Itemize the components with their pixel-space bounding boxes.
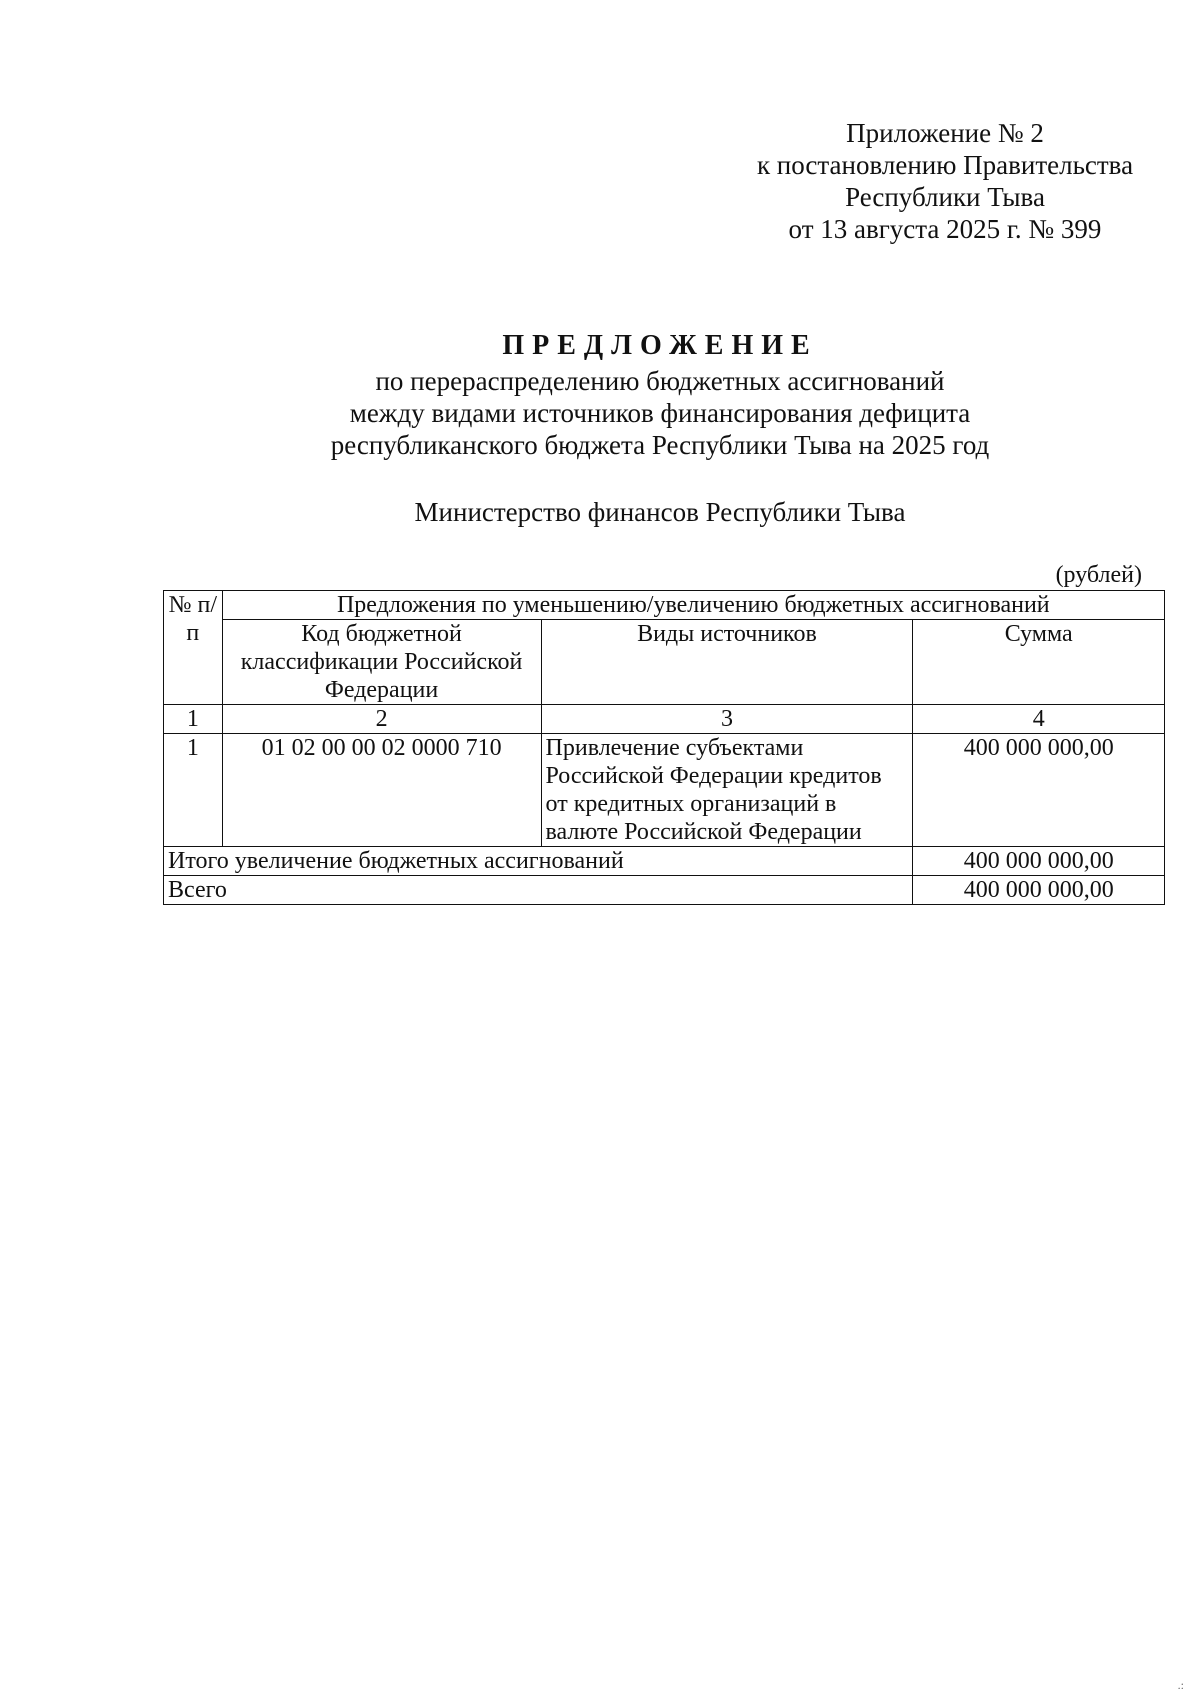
header-group: Предложения по уменьшению/увеличению бюджетных ассигнований bbox=[222, 591, 1164, 620]
header-kind: Виды источников bbox=[541, 620, 913, 705]
table-subheader-row bbox=[164, 620, 1165, 705]
header-num: № п/п bbox=[164, 591, 223, 705]
table-header-row bbox=[164, 591, 1165, 620]
document-title: ПРЕДЛОЖЕНИЕ bbox=[502, 330, 818, 361]
appendix-line-1: Приложение № 2 bbox=[846, 118, 1044, 148]
column-number-row bbox=[164, 705, 1165, 734]
appendix-header bbox=[720, 117, 1170, 245]
ministry-name: Министерство финансов Республики Тыва bbox=[414, 497, 906, 527]
appendix-line-2: к постановлению Правительства bbox=[756, 150, 1134, 180]
column-number: 1 bbox=[164, 705, 223, 734]
column-number: 2 bbox=[222, 705, 541, 734]
subtitle-line-1: по перераспределению бюджетных ассигнований bbox=[375, 366, 945, 396]
column-number: 3 bbox=[541, 705, 913, 734]
appendix-line-4: от 13 августа 2025 г. № 399 bbox=[788, 214, 1102, 244]
total-increase-row bbox=[164, 847, 1165, 876]
subtitle-line-3: республиканского бюджета Республики Тыва на 2025 год bbox=[330, 430, 990, 460]
total-increase-label: Итого увеличение бюджетных ассигнований bbox=[164, 847, 913, 876]
row-sum: 400 000 000,00 bbox=[913, 734, 1165, 847]
table-row bbox=[164, 734, 1165, 847]
total-increase-sum: 400 000 000,00 bbox=[913, 847, 1165, 876]
grand-total-sum: 400 000 000,00 bbox=[913, 876, 1165, 905]
appendix-line-3: Республики Тыва bbox=[845, 182, 1045, 212]
row-num: 1 bbox=[164, 734, 223, 847]
subtitle-line-2: между видами источников финансирования дефицита bbox=[349, 398, 971, 428]
corner-mark: .: bbox=[1177, 1678, 1184, 1692]
row-kind: Привлечение субъектами Российской Федерации кредитов от кредитных организаций в валюте Российской Федерации bbox=[541, 734, 913, 847]
header-sum: Сумма bbox=[913, 620, 1165, 705]
header-code: Код бюджетной классификации Российской Федерации bbox=[222, 620, 541, 705]
unit-label: (рублей) bbox=[1055, 562, 1142, 588]
row-code: 01 02 00 00 02 0000 710 bbox=[222, 734, 541, 847]
grand-total-row bbox=[164, 876, 1165, 905]
column-number: 4 bbox=[913, 705, 1165, 734]
document-subtitle bbox=[0, 365, 1200, 461]
allocation-table bbox=[163, 590, 1165, 905]
grand-total-label: Всего bbox=[164, 876, 913, 905]
